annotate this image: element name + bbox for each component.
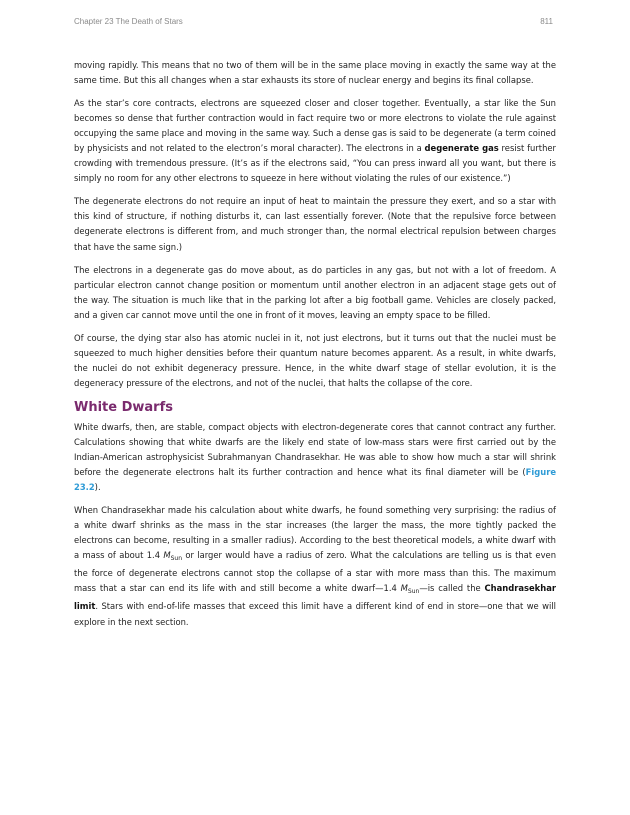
term-chandrasekhar-limit: Chandrasekhar limit [74,583,556,612]
paragraph-3: The degenerate electrons do not require an input of heat to maintain the pressure they exert, and so a star with this kind of structure, if nothing disturbs it, can last essentially forever. (Note that the repulsive force between degenerate electrons is different from, and much stronger than, the normal electrical repulsion between charges that have the same sign.) [74,196,556,252]
paragraph-2 [74,96,556,186]
paragraph-7-text-b: or larger would have a radius of zero. What the calculations are telling us is that even the force of degenerate electrons cannot stop the collapse of a star with more mass than this. The maximum mass that a star can end its life with and still become a white dwarf—1.4 [74,550,556,594]
mass-subscript: Sun [170,555,183,563]
section-heading-white-dwarfs: White Dwarfs [74,399,173,415]
paragraph-2-text-a: As the star’s core contracts, electrons are squeezed closer and closer together. Eventually, a star like the Sun becomes so dense that further contraction would in fact require two or more electrons to violate the rule against occupying the same place and moving in the same way. Such a dense gas is said to be degenerate (a term coined by physicists and not related to the electron’s moral character). The electrons in a [74,98,556,154]
paragraph-7-text-c: —is called the [419,583,485,594]
paragraph-1: moving rapidly. This means that no two of them will be in the same place moving in exactly the same way at the same time. But this all changes when a star exhausts its store of nuclear energy and begins its final collapse. [74,60,556,86]
paragraph-5: Of course, the dying star also has atomic nuclei in it, not just electrons, but it turns out that the nuclei must be squeezed to much higher densities before their quantum nature becomes apparent. As a result, in white dwarfs, the nuclei do not exhibit degeneracy pressure. Hence, in the white dwarf stage of stellar evolution, it is the degeneracy pressure of the electrons, and not of the nuclei, that halts the collapse of the core. [74,332,556,388]
paragraph-7-text-d: . Stars with end-of-life masses that exceed this limit have a different kind of end in store—one that we will explore in the next section. [74,601,556,627]
figure-link[interactable]: Figure 23.2 [74,467,556,493]
paragraph-7 [74,503,556,629]
paragraph-6 [74,420,556,495]
paragraph-7-text-a: When Chandrasekhar made his calculation about white dwarfs, he found something very surprising: the radius of a white dwarf shrinks as the mass in the star increases (the larger the mass, the more tightly packed the electrons can become, resulting in a smaller radius). According to the best theoretical models, a white dwarf with a mass of about 1.4 [74,505,556,561]
mass-symbol: M [163,550,171,561]
mass-symbol: M [400,583,408,594]
running-header-chapter: Chapter 23 The Death of Stars [74,17,183,26]
mass-subscript: Sun [407,588,420,596]
term-degenerate-gas: degenerate gas [424,143,499,154]
paragraph-6-text-b: ). [94,482,101,493]
paragraph-6-text-a: White dwarfs, then, are stable, compact objects with electron-degenerate cores that cannot contract any further. Calculations showing that white dwarfs are the likely end state of low-mass stars were first carried out by the Indian-American astrophysicist Subrahmanyan Chandrasekhar. He was able to show how much a star will shrink before the degenerate electrons halt its further contraction and hence what its final diameter will be ( [74,421,556,478]
body-text [74,58,556,638]
paragraph-2-text-b: resist further crowding with tremendous pressure. (It’s as if the electrons said, “You can press inward all you want, but there is simply no room for any other electrons to squeeze in here without violating the rules of our existence.”) [74,143,556,184]
page-number: 811 [540,17,553,26]
paragraph-4: The electrons in a degenerate gas do move about, as do particles in any gas, but not with a lot of freedom. A particular electron cannot change position or momentum until another electron in an adjacent stage gets out of the way. The situation is much like that in the parking lot after a big football game. Vehicles are closely packed, and a given car cannot move until the one in front of it moves, leaving an empty space to be filled. [74,264,556,320]
